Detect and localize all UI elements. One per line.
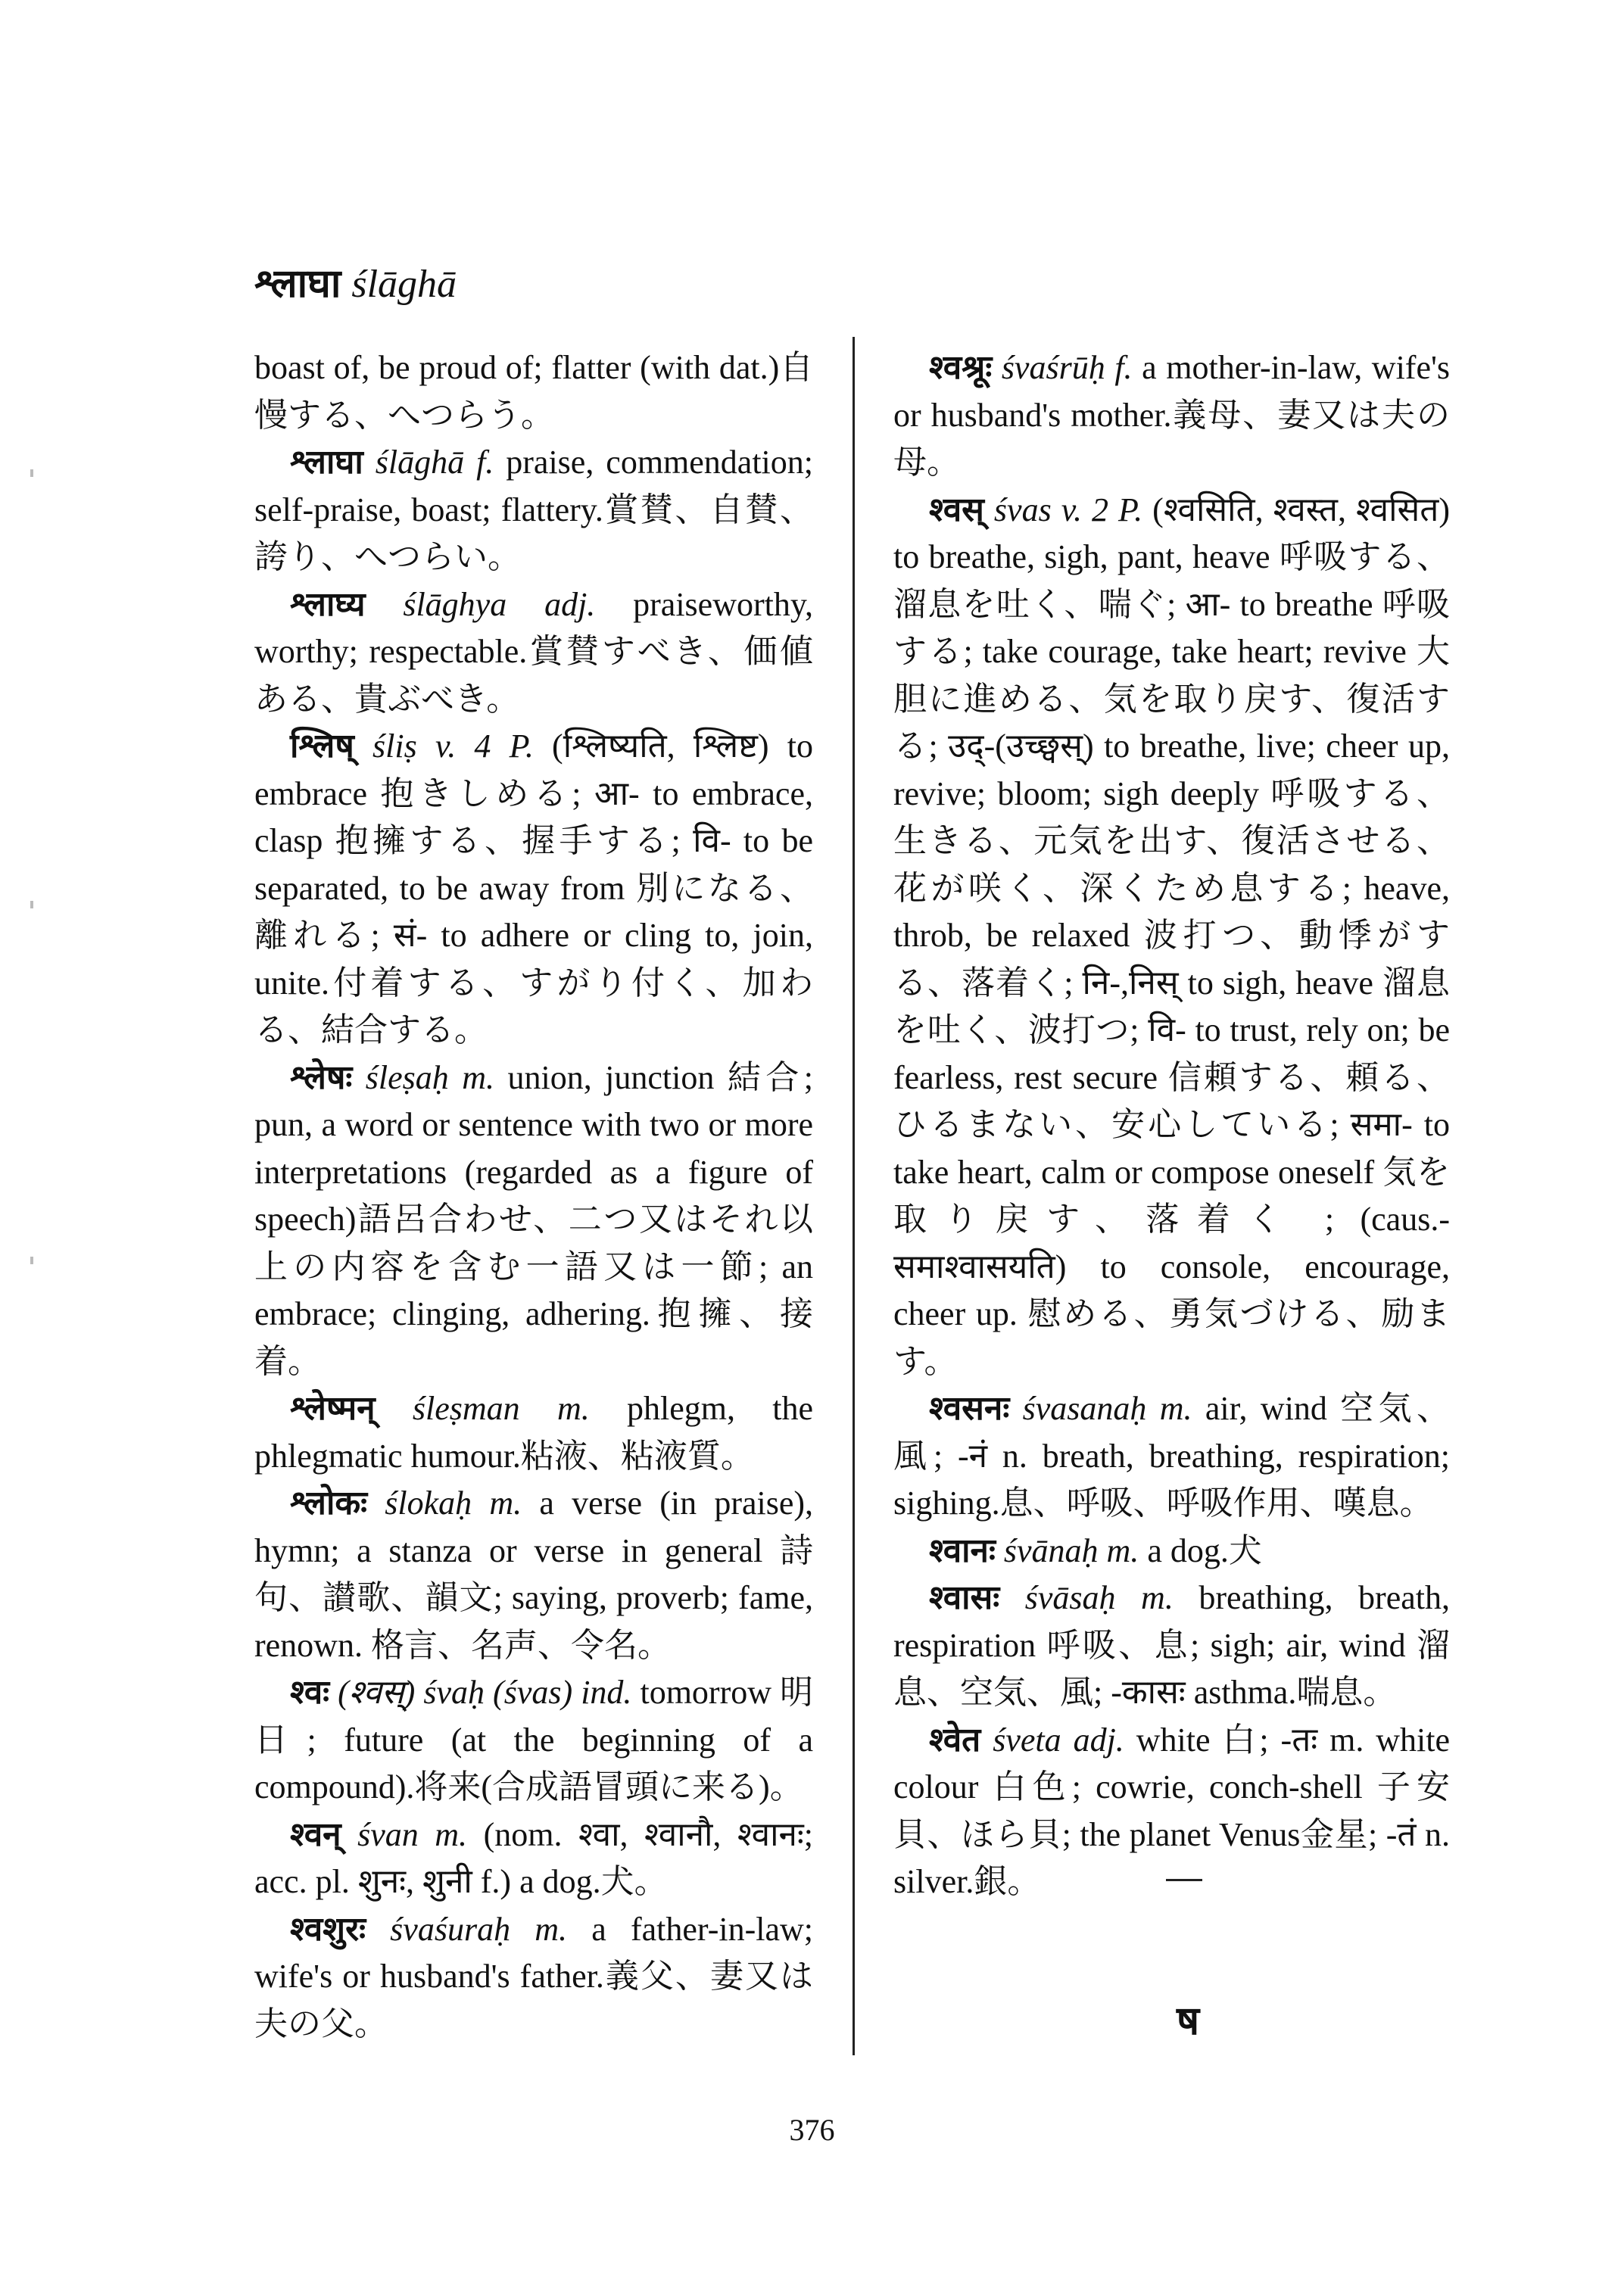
dictionary-entry [254, 439, 813, 581]
entry-transliteration: śvaśuraḥ [390, 1910, 511, 1948]
entry-transliteration: (श्वस्) śvaḥ (śvas) [338, 1674, 573, 1711]
entry-definition: breathing, breath, respiration 呼吸、息; sigh; air, wind 溜息、空気、風; -कासः asthma.喘息。 [893, 1579, 1450, 1711]
entry-headword: श्वेत [929, 1721, 981, 1759]
dictionary-entry [254, 1480, 813, 1669]
dictionary-entry [893, 1385, 1450, 1528]
next-section-letter: ष [1177, 2000, 1200, 2043]
entry-definition: boast of, be proud of; flatter (with dat.)自慢する、へつらう。 [254, 349, 813, 434]
entry-grammar: adj. [544, 585, 596, 623]
entry-headword: श्लाघा [290, 444, 363, 481]
entry-grammar: m. [535, 1910, 568, 1948]
scan-mark [30, 1257, 33, 1264]
dictionary-entry [254, 1812, 813, 1906]
entry-grammar: v. 2 P. [1061, 491, 1143, 528]
entry-definition: phlegm, the phlegmatic humour.粘液、粘液質。 [254, 1390, 814, 1475]
page-number: 376 [789, 2113, 835, 2147]
entry-headword: श्लेषः [290, 1058, 353, 1096]
entry-definition: air, wind 空気、風; -नं n. breath, breathing, respiration; sighing.息、呼吸、呼吸作用、嘆息。 [893, 1390, 1451, 1522]
entry-grammar: f. [476, 444, 494, 481]
entry-headword: श्वन् [290, 1815, 341, 1853]
entry-definition: tomorrow 明日; future (at the beginning of a compound).将来(合成語冒頭に来る)。 [254, 1674, 814, 1805]
entry-transliteration: śvāsaḥ [1024, 1579, 1116, 1616]
dictionary-entry [254, 1385, 813, 1480]
entry-grammar: v. 4 P. [435, 727, 534, 765]
entry-definition: praiseworthy, worthy; respectable.賞賛すべき、価値ある、貴ぶべき。 [254, 585, 813, 718]
entry-grammar: m. [462, 1058, 494, 1096]
dictionary-entry [254, 1906, 813, 2048]
scan-mark [30, 469, 33, 477]
dictionary-entry [893, 344, 1450, 487]
entry-grammar: m. [1159, 1390, 1192, 1427]
dictionary-entry [893, 1528, 1450, 1575]
entry-headword: श्लोकः [290, 1485, 368, 1522]
entry-headword: श्वशुरः [290, 1910, 366, 1948]
dictionary-entry [893, 487, 1450, 1386]
entry-headword: श्वसनः [929, 1390, 1010, 1427]
left-column [254, 344, 813, 2048]
page-header [254, 265, 457, 304]
entry-grammar: adj. [1073, 1721, 1124, 1759]
entry-transliteration: śvas [993, 491, 1052, 528]
entry-transliteration: śvasanaḥ [1022, 1390, 1147, 1427]
column-divider [853, 337, 855, 2055]
entry-transliteration: śvan [357, 1815, 419, 1853]
scan-mark [30, 901, 33, 908]
right-column [893, 344, 1450, 1906]
dictionary-entry [254, 581, 813, 724]
dictionary-entry [254, 1055, 813, 1386]
entry-grammar: m. [435, 1815, 468, 1853]
header-devanagari: श्लाघा [254, 263, 341, 306]
entry-headword: श्वश्रूः [929, 349, 993, 386]
entry-headword: श्लाघ्य [290, 585, 366, 623]
header-roman: ślāghā [351, 263, 457, 306]
entry-definition: a verse (in praise), hymn; a stanza or verse in general 詩句、讃歌、韻文; saying, proverb; fame, renown. 格言、名声、令名。 [254, 1485, 814, 1664]
entry-transliteration: ślokaḥ [385, 1485, 472, 1522]
entry-definition: (श्लिष्यति, श्लिष्ट) to embrace 抱きしめる; आ- to embrace, clasp 抱擁する、握手する; वि- to be separated, to be away from 別になる、離れる; सं- to adhere or cling to, join, unite.付着する、すがり付く、加わる、結合する。 [254, 727, 814, 1048]
entry-headword: श्वस् [929, 491, 984, 528]
entry-definition: a mother-in-law, wife's or husband's mother.義母、妻又は夫の母。 [893, 349, 1451, 481]
entry-headword: श्वानः [929, 1531, 996, 1569]
entry-grammar: m. [1106, 1531, 1139, 1569]
entry-transliteration: ślāghā [375, 444, 465, 481]
dictionary-entry [254, 723, 813, 1055]
entry-headword: श्लिष् [290, 727, 354, 765]
dictionary-entry [254, 1669, 813, 1812]
entry-headword: श्लेष्मन् [290, 1390, 376, 1427]
entry-definition: union, junction 結合; pun, a word or sentence with two or more interpretations (regarded as a figure of speech)語呂合わせ、二つ又はそれ以上の内容を含む一語又は一節; an embrace; clinging, adhering.抱擁、接着。 [254, 1058, 813, 1380]
entry-definition: (nom. श्वा, श्वानौ, श्वानः; acc. pl. शुनः, शुनी f.) a dog.犬。 [254, 1815, 814, 1900]
entry-definition: white 白; -तः m. white colour 白色; cowrie, conch-shell 子安貝、ほら貝; the planet Venus金星; -तं n. silver.銀。 [893, 1721, 1451, 1900]
entry-transliteration: śvaśrūḥ [1001, 349, 1105, 386]
entry-headword: श्वासः [929, 1579, 1000, 1616]
entry-grammar: m. [1141, 1579, 1174, 1616]
entry-headword: श्वः [290, 1674, 330, 1711]
entry-transliteration: śveta [993, 1721, 1061, 1759]
entry-definition: a father-in-law; wife's or husband's father.義父、妻又は夫の父。 [254, 1910, 813, 2042]
entry-definition: praise, commendation; self-praise, boast; flattery.賞賛、自賛、誇り、へつらい。 [254, 444, 813, 575]
entry-transliteration: śvānaḥ [1003, 1531, 1099, 1569]
dictionary-entry [254, 344, 813, 439]
section-end-dash [1166, 1879, 1202, 1881]
entry-grammar: f. [1114, 349, 1133, 386]
dictionary-entry [893, 1575, 1450, 1717]
entry-grammar: m. [489, 1485, 522, 1522]
entry-grammar: m. [556, 1390, 590, 1427]
entry-grammar: ind. [581, 1674, 632, 1711]
dictionary-entry [893, 1717, 1450, 1906]
entry-transliteration: śliṣ [372, 727, 417, 765]
entry-definition: a dog.犬 [1147, 1531, 1262, 1569]
entry-transliteration: śleṣaḥ [365, 1058, 449, 1096]
entry-transliteration: ślāghya [403, 585, 507, 623]
entry-definition: (श्वसिति, श्वस्त, श्वसित) to breathe, sigh, pant, heave 呼吸する、溜息を吐く、喘ぐ; आ- to breathe 呼吸する; take courage, take heart; revive 大胆に進める、気を取り戻す、復活する; उद्-(उच्छ्वस्) to breathe, live; cheer up, revive; bloom; sigh deeply 呼吸する、生きる、元気を出す、復活させる、花が咲く、深くため息する; heave, throb, be relaxed 波打つ、動悸がする、落着く; नि-,निस् to sigh, heave 溜息を吐く、波打つ; वि- to trust, rely on; be fearless, rest secure 信頼する、頼る、ひるまない、安心している; समा- to take heart, calm or compose oneself 気を取り戻す、落着く ; (caus.- समाश्वासयति) to console, encourage, cheer up. 慰める、勇気づける、励ます。 [893, 491, 1450, 1380]
entry-transliteration: śleṣman [412, 1390, 520, 1427]
